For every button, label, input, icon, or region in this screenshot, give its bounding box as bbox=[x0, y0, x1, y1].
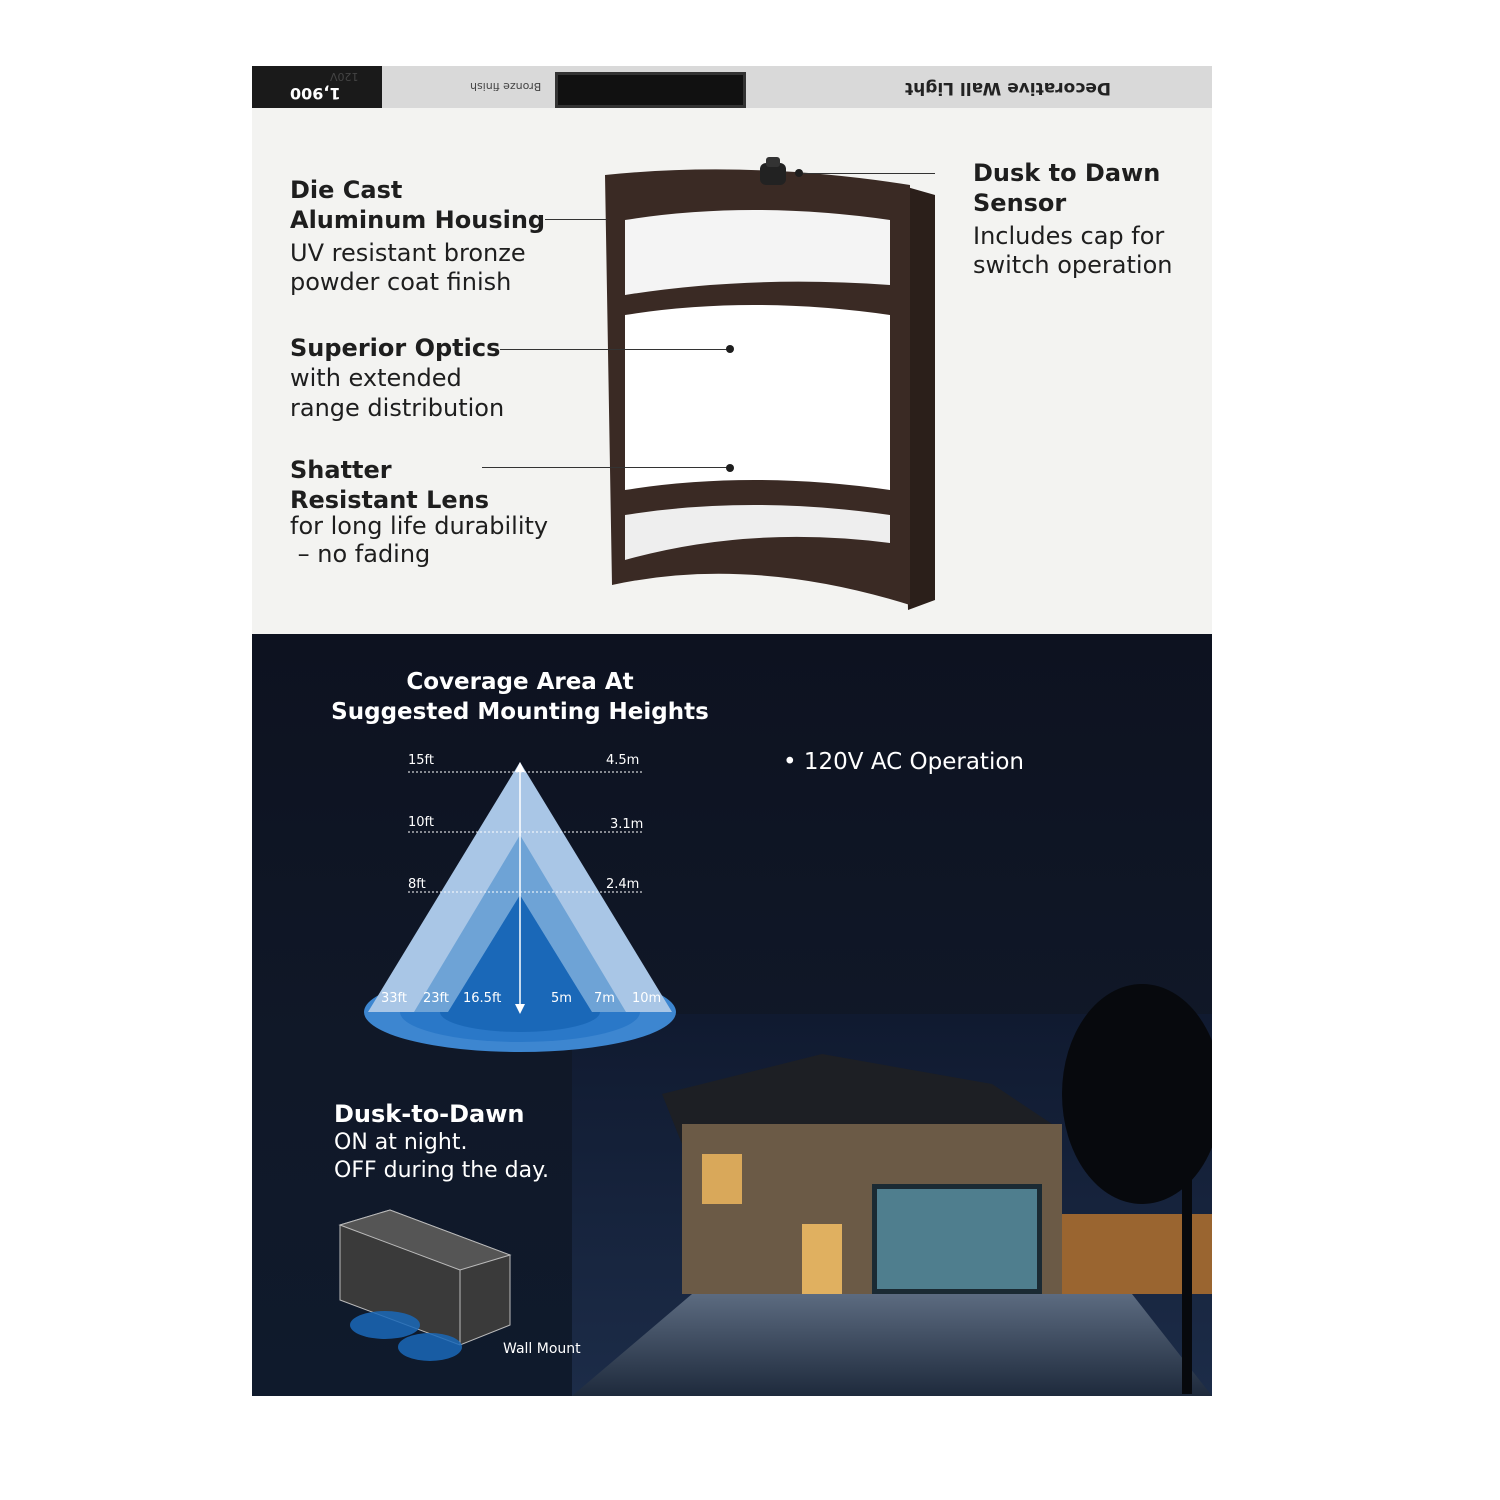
width-m-5: 5m bbox=[551, 991, 572, 1006]
height-ft-8: 8ft bbox=[408, 877, 426, 892]
housing-title-1: Die Cast bbox=[290, 176, 403, 204]
height-ft-15: 15ft bbox=[408, 753, 434, 768]
lens-desc-1: for long life durability bbox=[290, 512, 549, 540]
height-m-3.1: 3.1m bbox=[610, 817, 644, 832]
lens-title-2: Resistant Lens bbox=[290, 486, 490, 514]
sensor-callout-line bbox=[800, 173, 935, 174]
lens-desc-2: – no fading bbox=[290, 540, 431, 568]
width-m-10: 10m bbox=[632, 991, 662, 1006]
housing-desc-2: powder coat finish bbox=[290, 268, 512, 296]
height-ft-10: 10ft bbox=[408, 815, 434, 830]
box-product-thumbnail bbox=[555, 72, 746, 108]
housing-callout-line bbox=[545, 219, 607, 220]
wall-light-product-image bbox=[590, 155, 950, 625]
optics-callout-dot bbox=[726, 345, 734, 353]
lens-callout-line bbox=[482, 467, 730, 468]
height-m-2.4: 2.4m bbox=[606, 877, 640, 892]
lens-title-1: Shatter bbox=[290, 456, 392, 484]
sensor-title-2: Sensor bbox=[973, 189, 1067, 217]
width-m-7: 7m bbox=[594, 991, 615, 1006]
coverage-title-2: Suggested Mounting Heights bbox=[331, 699, 709, 725]
height-arrow-up bbox=[515, 762, 525, 772]
optics-desc-1: with extended bbox=[290, 364, 462, 392]
spec-voltage-bullet: • 120V AC Operation bbox=[783, 749, 1024, 775]
housing-title-2: Aluminum Housing bbox=[290, 206, 546, 234]
height-m-4.5: 4.5m bbox=[606, 753, 640, 768]
wall-mount-house-icon bbox=[330, 1205, 520, 1375]
optics-callout-line bbox=[500, 349, 730, 350]
lens-callout-dot bbox=[726, 464, 734, 472]
box-finish-text: Bronze finish bbox=[470, 80, 542, 93]
box-lumens-text: 1,900 bbox=[290, 84, 341, 103]
optics-title: Superior Optics bbox=[290, 334, 501, 362]
coverage-title-1: Coverage Area At bbox=[406, 669, 634, 695]
dusk-line-2: OFF during the day. bbox=[334, 1158, 550, 1183]
dusk-line-1: ON at night. bbox=[334, 1130, 468, 1155]
housing-desc-1: UV resistant bronze bbox=[290, 239, 526, 267]
sensor-callout-dot bbox=[795, 169, 803, 177]
sensor-title-1: Dusk to Dawn bbox=[973, 159, 1161, 187]
sensor-desc-1: Includes cap for bbox=[973, 222, 1165, 250]
dusk-title: Dusk-to-Dawn bbox=[334, 1100, 525, 1128]
width-ft-33: 33ft bbox=[381, 991, 407, 1006]
sensor-desc-2: switch operation bbox=[973, 251, 1173, 279]
wall-mount-label: Wall Mount bbox=[503, 1341, 581, 1357]
width-ft-23: 23ft bbox=[423, 991, 449, 1006]
box-title-text: Decorative Wall Light bbox=[905, 78, 1111, 98]
width-ft-16.5: 16.5ft bbox=[463, 991, 502, 1006]
tree-silhouette bbox=[1032, 974, 1212, 1394]
optics-desc-2: range distribution bbox=[290, 394, 505, 422]
box-voltage-text: 120V bbox=[330, 70, 359, 83]
coverage-diagram bbox=[350, 750, 690, 1070]
